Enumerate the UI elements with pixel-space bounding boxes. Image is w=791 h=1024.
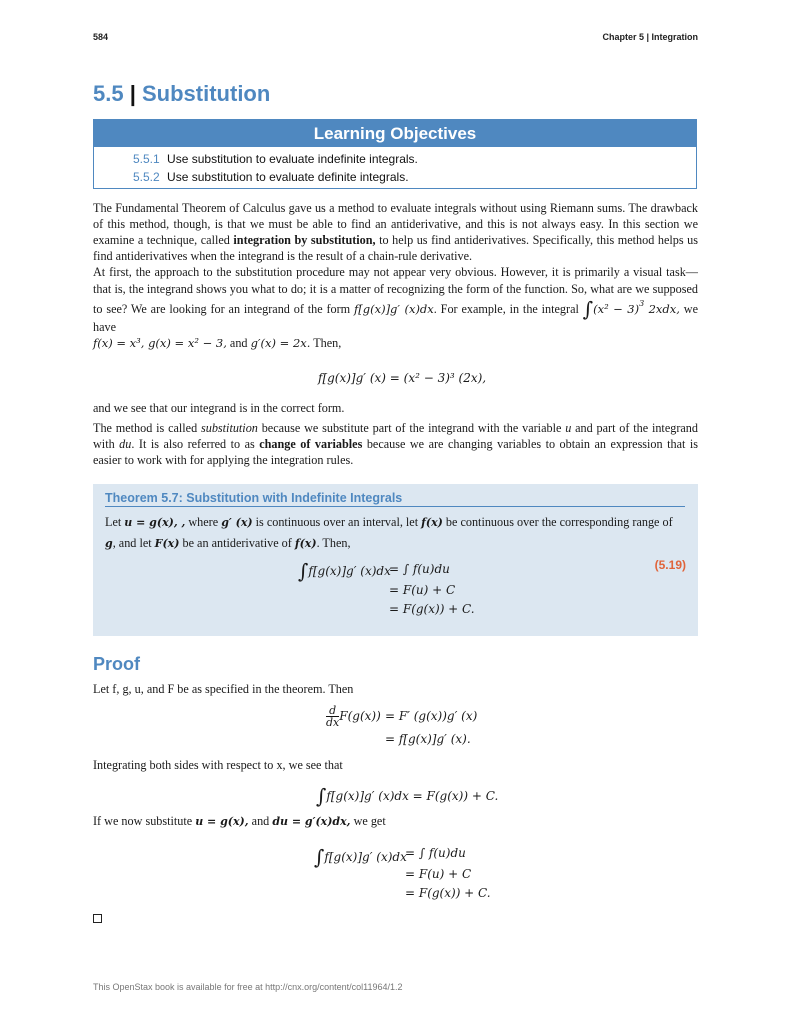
text: and	[226, 336, 251, 350]
math: f[g(x)]g′ (x)dx	[324, 850, 407, 864]
text: . For example, in the integral	[433, 302, 583, 316]
derivative-r2: = f[g(x)]g′ (x).	[385, 732, 471, 746]
math: u = g(x), ,	[124, 516, 186, 529]
text: The Fundamental Theorem of Calculus gave us a method to evaluate integrals without using Riemann sums. The drawback of this method, though, is that we must be able to find an antiderivative, and this is not always easy. In this section we examine a technique, called	[93, 201, 698, 247]
math-integrand-form: f[g(x)]g′ (x)dx	[354, 302, 434, 316]
equation-number: (5.19)	[654, 558, 686, 572]
objective-text: Use substitution to evaluate definite integrals.	[167, 170, 409, 184]
final-equation-r2: = F(u) + C	[405, 867, 472, 881]
integral-equation: ∫f[g(x)]g′ (x)dx = F(g(x)) + C.	[316, 784, 499, 808]
term-change-of-variables: change of variables	[259, 437, 363, 451]
text: . Then,	[316, 536, 351, 550]
math-base: (x² − 3)	[593, 302, 640, 316]
text: . It is also referred to as	[131, 437, 260, 451]
theorem-box	[93, 484, 698, 636]
math: f(x)	[421, 516, 443, 529]
learning-objectives-heading: Learning Objectives	[94, 120, 696, 147]
footer-text: This OpenStax book is available for free at http://cnx.org/content/col11964/1.2	[93, 982, 403, 992]
section-name: Substitution	[142, 81, 271, 106]
term-substitution: substitution	[201, 421, 258, 435]
theorem-statement	[105, 512, 685, 554]
objective-item	[133, 150, 696, 168]
intro-functions-line	[93, 336, 341, 351]
section-title	[93, 81, 270, 107]
math: g	[105, 537, 113, 550]
text: to help us find antiderivatives. Specifically, this method helps us find antiderivatives when the integrand is the result of a chain-rule derivative.	[93, 233, 698, 263]
intro-paragraph-1	[93, 200, 698, 264]
var-u: u	[565, 421, 572, 435]
learning-objectives-list	[94, 147, 696, 188]
math-exponent: 3	[639, 299, 645, 308]
fraction-d-dx	[326, 705, 339, 728]
text: is continuous over an interval, let	[252, 515, 422, 529]
objective-text: Use substitution to evaluate indefinite integrals.	[167, 152, 418, 166]
learning-objectives-box	[93, 119, 697, 189]
final-equation-r1: = ∫ f(u)du	[405, 846, 466, 860]
math: g′ (x)	[221, 516, 253, 529]
final-equation-r3: = F(g(x)) + C.	[405, 886, 491, 900]
math: u = g(x),	[195, 815, 249, 828]
theorem-equation-r1: = ∫ f(u)du	[389, 562, 450, 576]
math: F(x)	[154, 537, 180, 550]
frac-num: d	[326, 705, 339, 717]
math-functions: f(x) = x³, g(x) = x² − 3,	[93, 336, 227, 350]
text: we have	[93, 302, 698, 334]
text: At first, the approach to the substitution procedure may not appear very obvious. However, it is primarily a visual task—that is, the integrand shows you what to do; it is a matter of recognizing the form of the function. So, what are we supposed to see? We are looking for an integrand of the form	[93, 265, 698, 316]
math-tail: 2xdx,	[644, 302, 680, 316]
intro-paragraph-3	[93, 400, 698, 416]
term-integration-by-substitution: integration by substitution,	[233, 233, 376, 247]
theorem-equation-r3: = F(g(x)) + C.	[389, 602, 475, 616]
intro-paragraph-2	[93, 264, 698, 336]
text: because we are changing variables to obtain an expression that is easier to work with for applying the integration rules.	[93, 437, 699, 467]
derivative-lhs	[326, 705, 381, 728]
math: f[g(x)]g′ (x)dx	[308, 564, 391, 578]
display-equation: f[g(x)]g′ (x) = (x² − 3)³ (2x),	[318, 371, 487, 385]
section-separator: |	[129, 81, 136, 106]
page-number: 584	[93, 32, 109, 42]
final-equation-lhs: ∫f[g(x)]g′ (x)dx	[314, 845, 407, 869]
text: Then,	[310, 336, 342, 350]
text: The method is called	[93, 421, 201, 435]
text: we get	[350, 814, 386, 828]
objective-number: 5.5.2	[133, 170, 160, 184]
proof-line-3	[93, 814, 386, 829]
math: du = g′(x)dx,	[272, 815, 351, 828]
theorem-equation-r2: = F(u) + C	[389, 583, 456, 597]
theorem-title: Theorem 5.7: Substitution with Indefinite Integrals	[105, 491, 685, 507]
text: where	[185, 515, 222, 529]
intro-paragraph-4	[93, 420, 698, 468]
objective-number: 5.5.1	[133, 152, 160, 166]
math-derivative: g′(x) = 2x.	[250, 336, 311, 350]
proof-line-1: Let f, g, u, and F be as specified in the theorem. Then	[93, 682, 354, 696]
text: be an antiderivative of	[179, 536, 295, 550]
objective-item	[133, 168, 696, 186]
math: F(g(x))	[339, 709, 381, 723]
proof-heading: Proof	[93, 654, 140, 674]
text: Let	[105, 515, 125, 529]
text: and	[248, 814, 273, 828]
text: and we see that our integrand is in the correct form.	[93, 401, 345, 415]
text: and part of the integrand with	[93, 421, 698, 451]
math: f(x)	[294, 537, 317, 550]
text: , and let	[112, 536, 155, 550]
math-example-integral: $\int(x^2 - 3)^3$ 2xdx,	[582, 297, 680, 321]
math: f[g(x)]g′ (x)dx = F(g(x)) + C.	[326, 789, 499, 803]
chapter-header: Chapter 5 | Integration	[602, 32, 698, 42]
text: be continuous over the corresponding range of	[442, 515, 673, 529]
derivative-r1: = F′ (g(x))g′ (x)	[385, 709, 478, 723]
theorem-equation-lhs: ∫f[g(x)]g′ (x)dx	[298, 559, 391, 583]
qed-box-icon	[93, 914, 102, 923]
text: because we substitute part of the integrand with the variable	[257, 421, 566, 435]
proof-line-2: Integrating both sides with respect to x, we see that	[93, 758, 343, 772]
var-du: du	[119, 437, 132, 451]
text: If we now substitute	[93, 814, 196, 828]
frac-den: dx	[326, 716, 340, 729]
section-number: 5.5	[93, 81, 124, 106]
